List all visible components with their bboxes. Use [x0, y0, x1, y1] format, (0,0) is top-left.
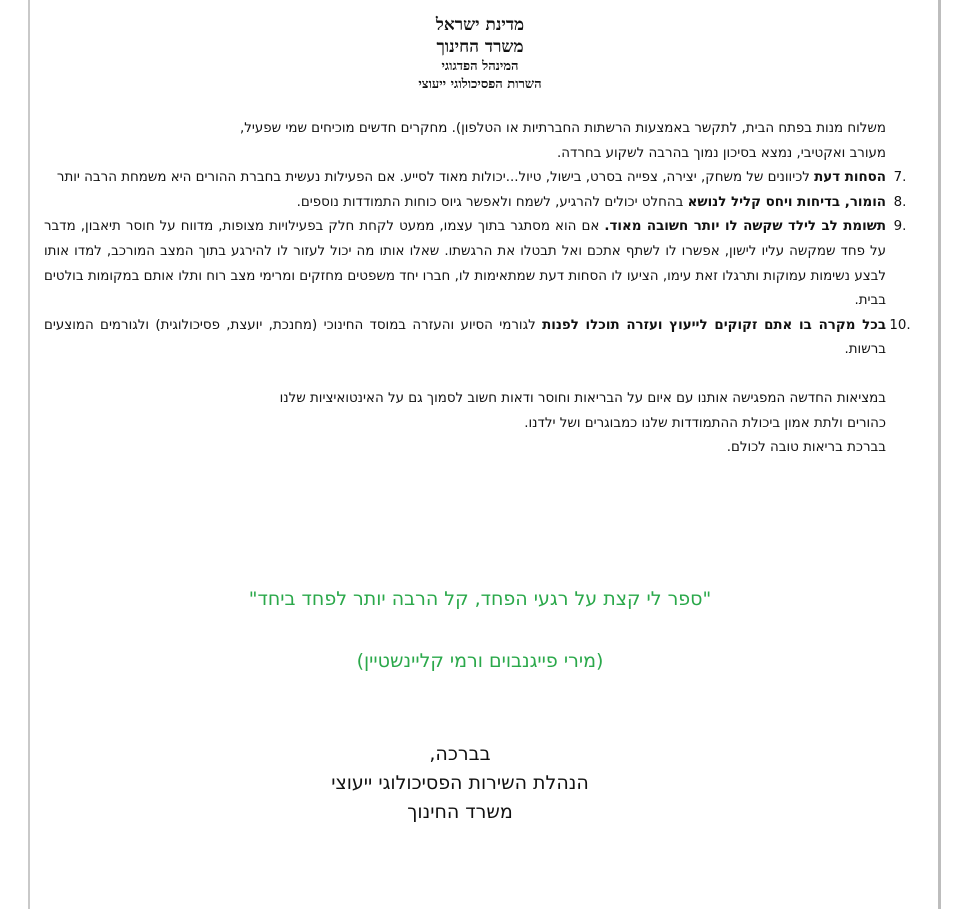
- list-item-10: [44, 314, 911, 363]
- list-item-9: [44, 215, 907, 313]
- paragraph-gap: [44, 363, 886, 387]
- letterhead-administration: המינהל הפדגוגי: [441, 59, 519, 74]
- letterhead: [0, 14, 960, 94]
- list-item-8: [44, 191, 907, 216]
- closing-line-1: במציאות החדשה המפגישה אותנו עם איום על הבריאות וחוסר ודאות חשוב לסמוך גם על האינטואיציות שלנו: [279, 390, 886, 406]
- intro-line-1: משלוח מנות בפתח הבית, לתקשר באמצעות הרשתות החברתיות או הטלפון). מחקרים חדשים מוכיחים שמי שפעיל,: [240, 121, 886, 136]
- list-item-title: תשומת לב לילד שקשה לו יותר חשובה מאוד.: [604, 219, 886, 235]
- signature-ministry: משרד החינוך: [407, 801, 513, 823]
- letter-body: [44, 117, 911, 461]
- list-number: 7.: [893, 170, 907, 186]
- list-number: 9.: [893, 219, 907, 235]
- list-number: 8.: [893, 194, 907, 210]
- list-item-text: לכיוונים של משחק, יצירה, צפייה בסרט, בישול, טיול...יכולות מאוד לסייע. אם הפעילות נעשית בחברת ההורים היא משמחת הרבה יותר: [56, 170, 815, 186]
- list-item-text: אם הוא מסתגר בתוך עצמו, ממעט לקחת חלק בפעילויות מצופות, מדווח על חוסר תיאבון, מדבר על פחד שמקשה עליו לישון, אפשרו לו לשתף אתכם ואל תבטלו את הרגשתו. שאלו אותו מה יכול לעזור לו להירגע בתוך המצב המורכב, למדו אותו לבצע נשימות עמוקות ותרגלו זאת עימו, הציעו לו הסחות דעת שמתאימות לו, חברו יחד משפטים מחזקים ומרימי מצב רוח ותלו אותם במקומות בולטים בבית.: [44, 219, 886, 309]
- list-item-title: בכל מקרה בו אתם זקוקים לייעוץ ועזרה תוכלו לפנות: [542, 317, 887, 333]
- letterhead-service: השרות הפסיכולוגי ייעוצי: [418, 77, 542, 92]
- page-border-left: [28, 0, 30, 909]
- list-number: 10.: [889, 317, 911, 333]
- list-item-title: הסחות דעת: [814, 170, 886, 186]
- list-item-text: בהחלט יכולים להרגיע, לשמח ולאפשר גיוס כוחות התמודדות נוספים.: [296, 194, 688, 210]
- letterhead-ministry: משרד החינוך: [436, 37, 524, 57]
- intro-line-2: מעורב ואקטיבי, נמצא בסיכון נמוך בהרבה לשקוע בחרדה.: [557, 145, 886, 161]
- closing-line-3: בברכת בריאות טובה לכולם.: [726, 440, 886, 456]
- signature-greeting: בברכה,: [429, 743, 491, 765]
- signature-department: הנהלת השירות הפסיכולוגי ייעוצי: [331, 772, 589, 794]
- list-item-title: הומור, בדיחות ויחס קליל לנושא: [687, 194, 886, 210]
- list-item-7: [44, 166, 907, 191]
- signature-block: [270, 740, 650, 827]
- list-item-text: לגורמי הסיוע והעזרה במוסד החינוכי (מחנכת, יועצת, פסיכולוגית) ולגורמים המוצעים ברשות.: [44, 317, 886, 358]
- letterhead-state: מדינת ישראל: [435, 15, 525, 35]
- song-quote: "ספר לי קצת על רגעי הפחד, קל הרבה יותר לפחד ביחד": [248, 588, 712, 610]
- page-border-right: [938, 0, 941, 909]
- closing-line-2: כהורים ולתת אמון ביכולת ההתמודדות שלנו כמבוגרים ושל ילדנו.: [524, 415, 886, 431]
- song-quote-author: (מירי פייגנבוים ורמי קליינשטיין): [356, 650, 604, 672]
